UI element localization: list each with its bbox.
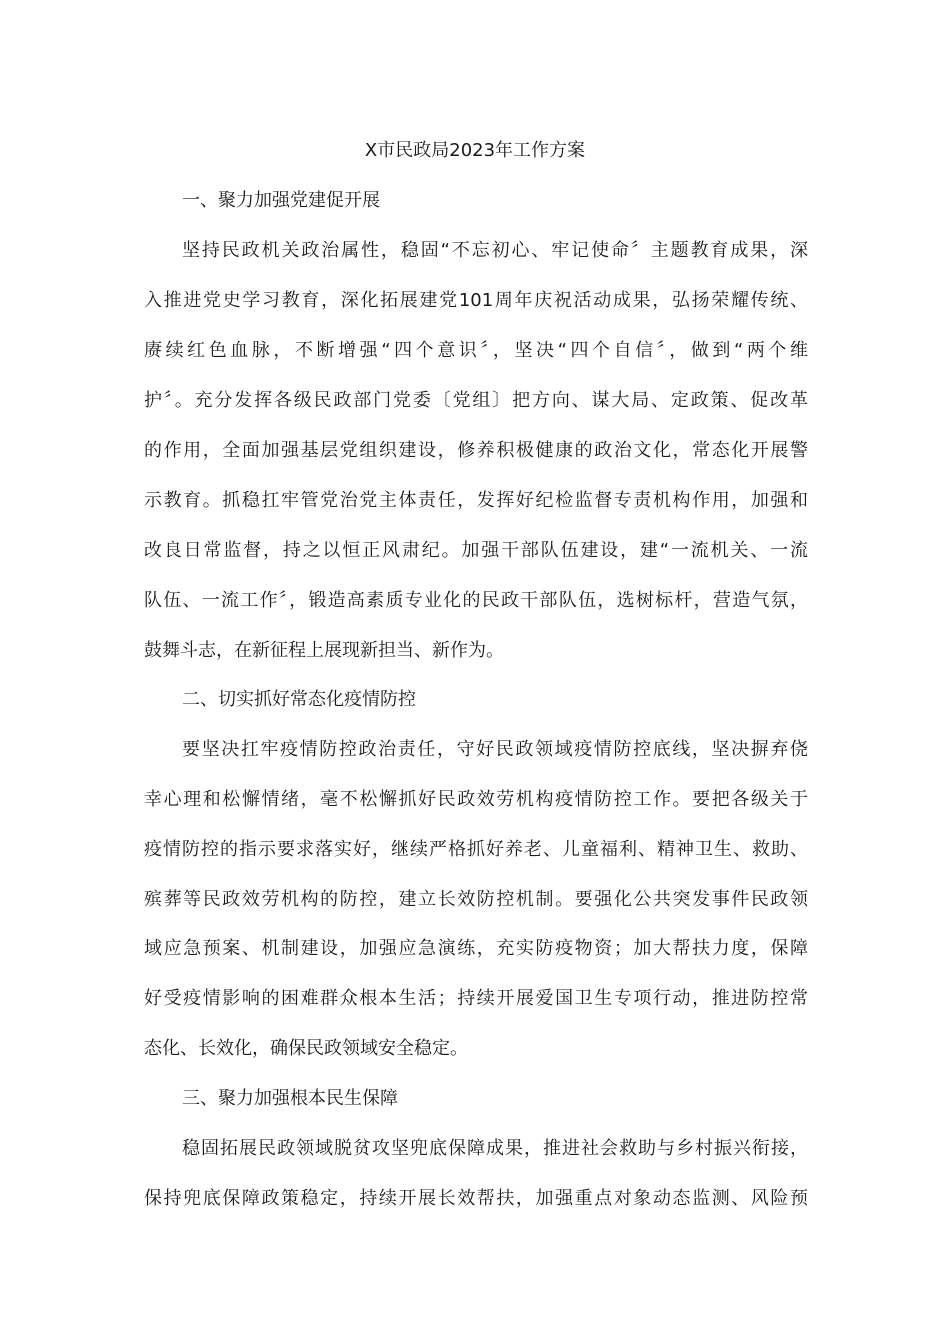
paragraph-line: 保持兜底保障政策稳定，持续开展长效帮扶，加强重点对象动态监测、风险预 xyxy=(144,1188,808,1209)
paragraph-line: 殡葬等民政效劳机构的防控，建立长效防控机制。要强化公共突发事件民政领 xyxy=(144,889,808,910)
paragraph-line: 态化、长效化，确保民政领域安全稳定。 xyxy=(144,1038,468,1059)
paragraph-line: 要坚决扛牢疫情防控政治责任，守好民政领域疫情防控底线，坚决摒弃侥 xyxy=(182,739,808,760)
paragraph-line: 护〞。充分发挥各级民政部门党委〔党组〕把方向、谋大局、定政策、促改革 xyxy=(144,390,808,411)
paragraph-line: 鼓舞斗志，在新征程上展现新担当、新作为。 xyxy=(144,640,504,661)
section-heading: 三、聚力加强根本民生保障 xyxy=(182,1088,398,1109)
paragraph-line: 域应急预案、机制建设，加强应急演练，充实防疫物资；加大帮扶力度，保障 xyxy=(144,938,808,959)
paragraph-line: 示教育。抓稳扛牢管党治党主体责任，发挥好纪检监督专责机构作用，加强和 xyxy=(144,490,808,511)
paragraph-line: 疫情防控的指示要求落实好，继续严格抓好养老、儿童福利、精神卫生、救助、 xyxy=(144,839,808,860)
paragraph-line: 改良日常监督，持之以恒正风肃纪。加强干部队伍建设，建“一流机关、一流 xyxy=(144,540,808,561)
paragraph-line: 坚持民政机关政治属性，稳固“不忘初心、牢记使命〞主题教育成果，深 xyxy=(182,240,808,261)
document-title: X市民政局2023年工作方案 xyxy=(364,140,586,161)
paragraph-line: 赓续红色血脉，不断增强“四个意识〞，坚决“四个自信〞，做到“两个维 xyxy=(144,340,808,361)
paragraph-line: 幸心理和松懈情绪，毫不松懈抓好民政效劳机构疫情防控工作。要把各级关于 xyxy=(144,789,808,810)
paragraph-line: 队伍、一流工作〞，锻造高素质专业化的民政干部队伍，选树标杆，营造气氛， xyxy=(144,590,808,611)
paragraph-line: 好受疫情影响的困难群众根本生活；持续开展爱国卫生专项行动，推进防控常 xyxy=(144,988,808,1009)
paragraph-line: 稳固拓展民政领域脱贫攻坚兜底保障成果，推进社会救助与乡村振兴衔接， xyxy=(182,1138,808,1159)
paragraph-line: 的作用，全面加强基层党组织建设，修养积极健康的政治文化，常态化开展警 xyxy=(144,440,808,461)
paragraph-line: 入推进党史学习教育，深化拓展建党101周年庆祝活动成果，弘扬荣耀传统、 xyxy=(144,290,808,311)
section-heading: 一、聚力加强党建促开展 xyxy=(182,190,380,211)
section-heading: 二、切实抓好常态化疫情防控 xyxy=(182,689,416,710)
